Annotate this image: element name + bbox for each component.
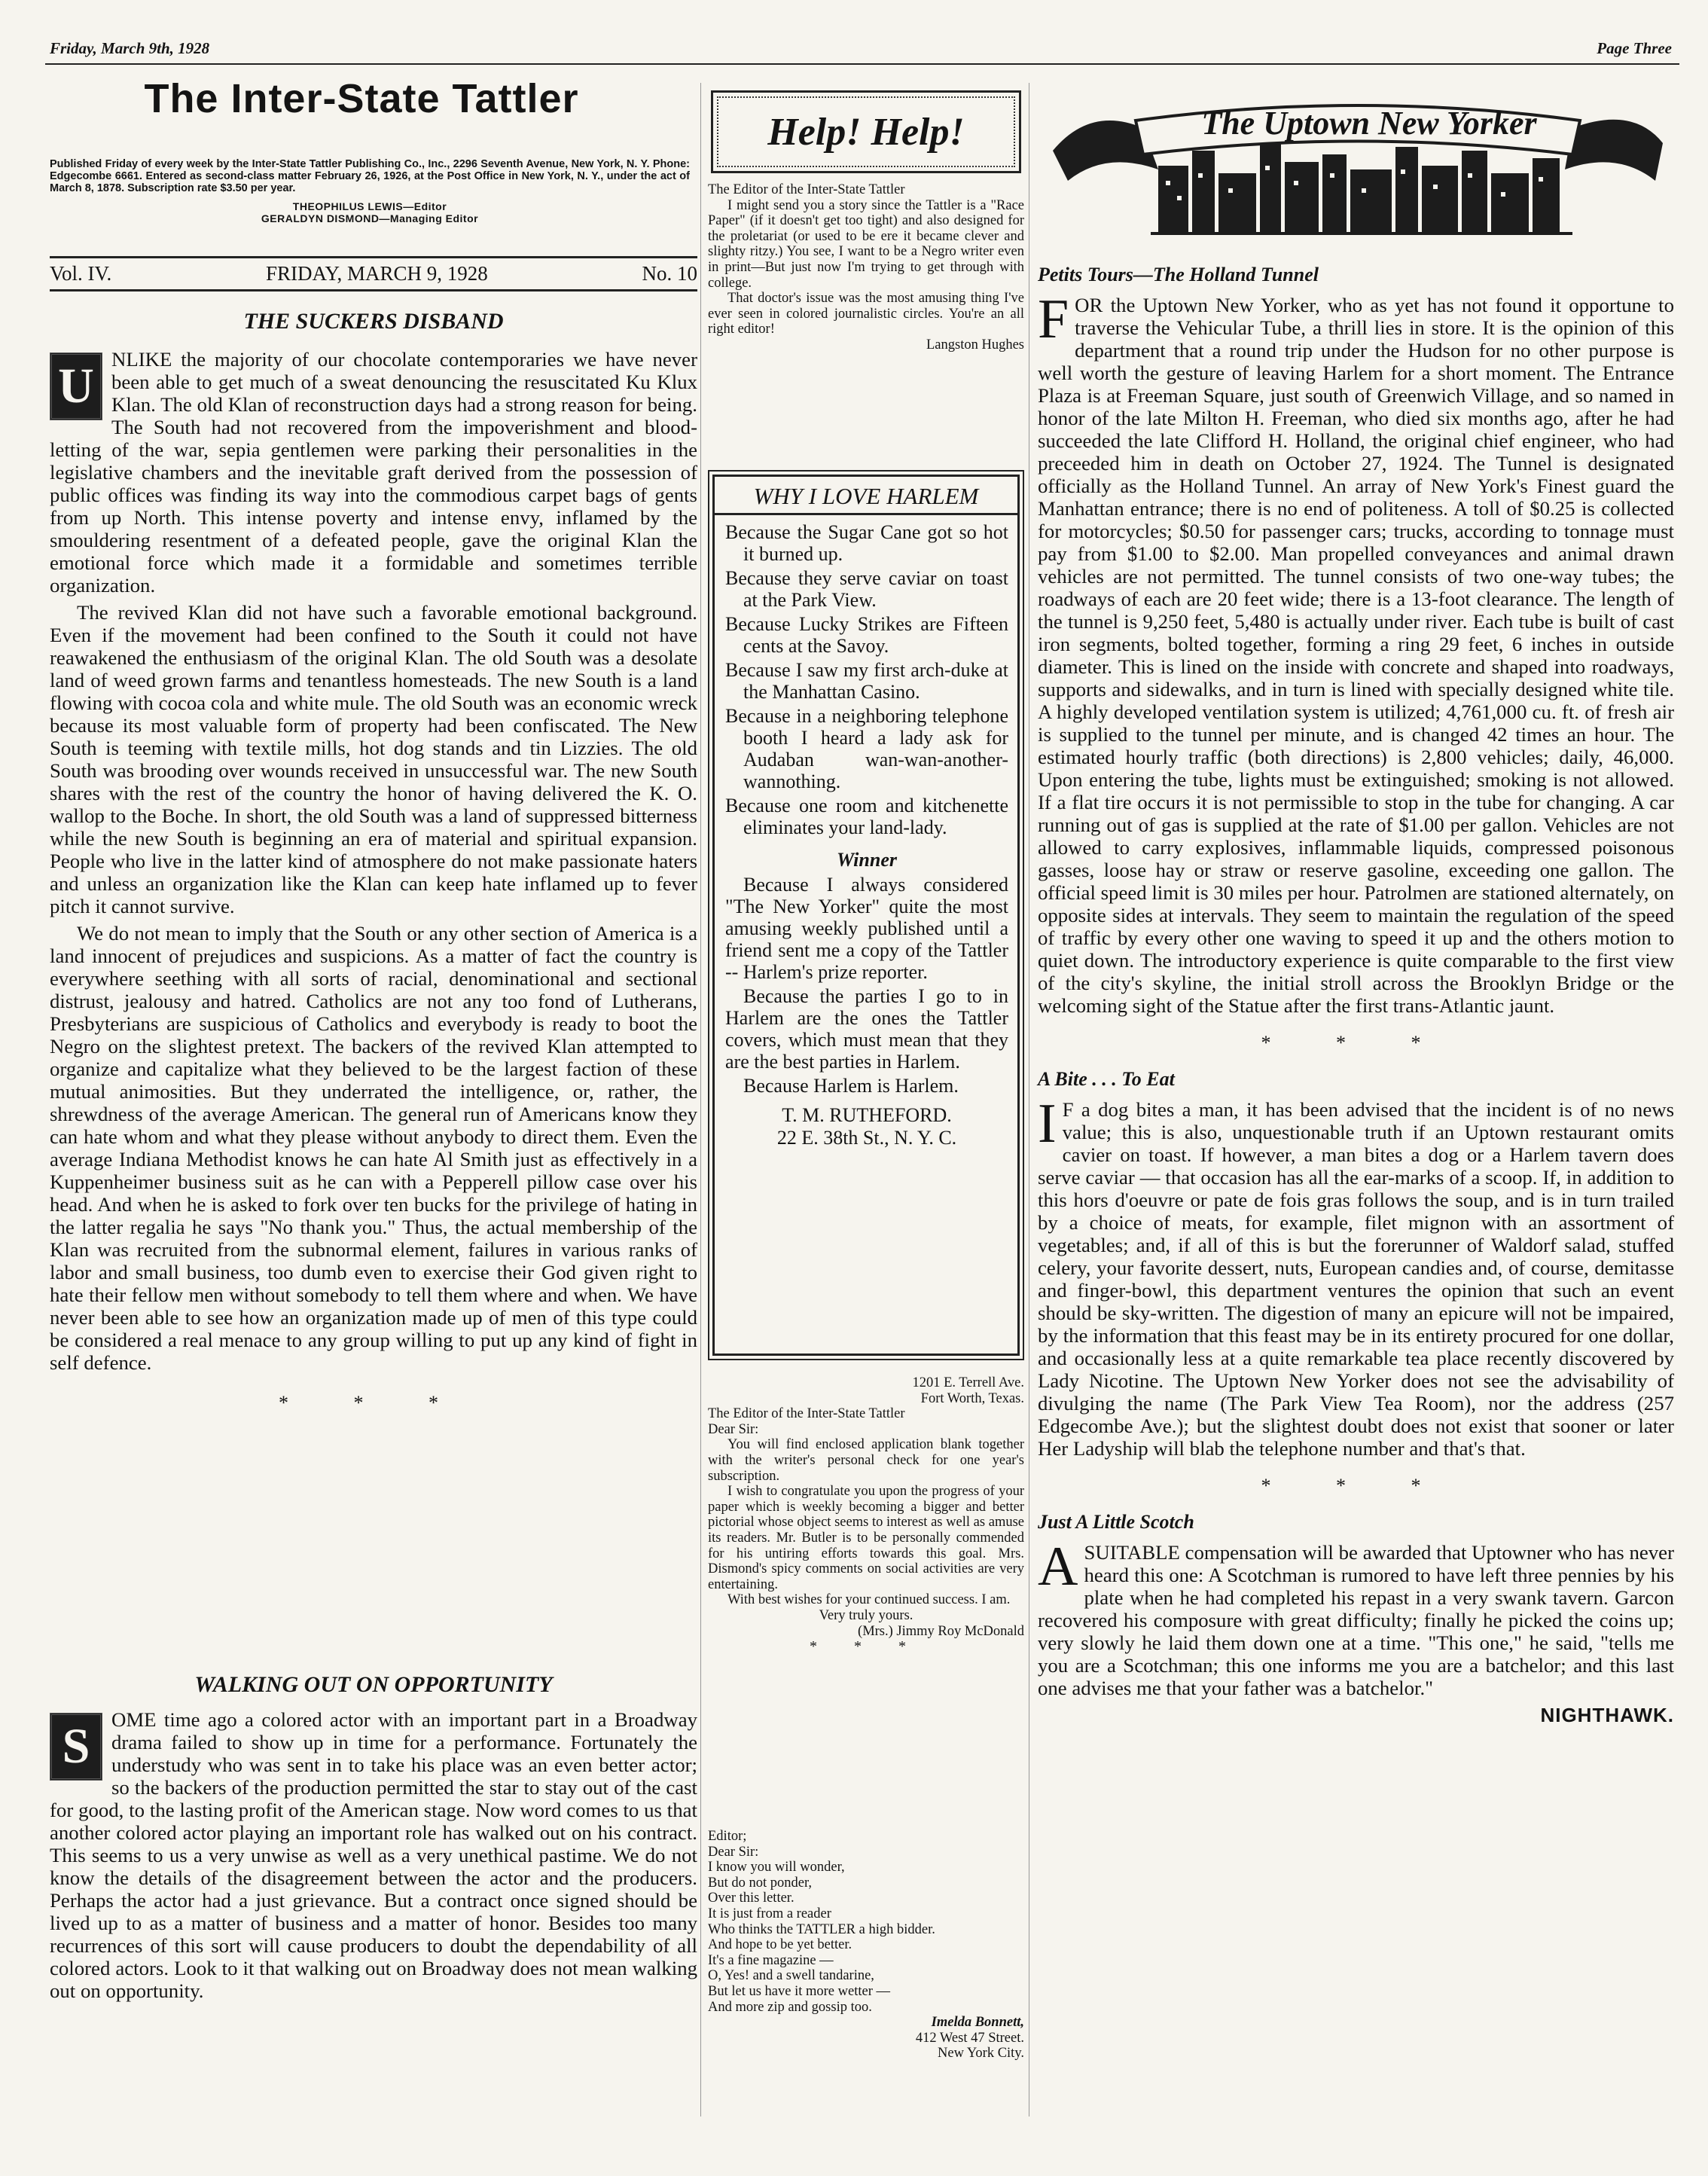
letter-paragraph: I wish to congratulate you upon the progress of your paper which is weekly becoming a bigger and better pictorial whose object seems to interest as well as amuse its readers. Mr. Butler is to be personally commended for his untiring efforts towards this goal. Mrs. Dismond's spicy comments on social activities are very entertaining. — [708, 1484, 1024, 1592]
volume-number: Vol. IV. — [50, 262, 112, 285]
tunnel-article — [1038, 288, 1674, 1017]
bite-article — [1038, 1093, 1674, 1460]
list-item: Because in a neighboring telephone booth I heard a lady ask for Audaban wan-wan-another- wannothing. — [725, 705, 1008, 792]
article-paragraph: SUITABLE compensation will be awarded that Uptowner who has never heard this one: A Scotchman is rumored to have left three pennies by his plate when he had completed his repast in a very swank tavern. Garcon recovered his composure with great difficulty; finally he picked the coins up; very slowly he laid them down one at a time. "This one," he said, "tells me you are a Scotchman; this one informs me you are a batchelor; and this last one advises me that your father was a batchelor." — [1038, 1541, 1674, 1699]
editorial-headline: THE SUCKERS DISBAND — [243, 309, 504, 334]
why-i-love-harlem-box — [712, 475, 1020, 1356]
section-heading-bite: A Bite . . . To Eat — [1038, 1068, 1175, 1090]
letter-signature: (Mrs.) Jimmy Roy McDonald — [858, 1623, 1024, 1639]
letter-salutation: Dear Sir: — [708, 1844, 759, 1860]
poem-line: I know you will wonder, — [708, 1860, 845, 1875]
issue-number: No. 10 — [642, 262, 697, 285]
issue-date: FRIDAY, MARCH 9, 1928 — [265, 262, 488, 285]
section-divider-stars: * * * — [810, 1638, 923, 1656]
letter-address: 1201 E. Terrell Ave. — [912, 1375, 1024, 1390]
list-item: Because I saw my first arch-duke at the Manhattan Casino. — [725, 659, 1008, 703]
letter-signature: Imelda Bonnett, — [931, 2015, 1024, 2031]
editorial-paragraph: OME time ago a colored actor with an important part in a Broadway drama failed to show up in time for a performance. Fortunately the understudy who was sent in to take his place was an even better actor; so the backers of the production permitted the star to stay out of the cast for good, to the lasting profit of the American stage. Now word comes to us that another colored actor playing an important role has walked out on his contract. This seems to us a very unwise as well as a very unethical pastime. We do not know the details of the disagreement between the actor and the producers. Perhaps the actor had a just grievance. But a contract once signed should be lived up to as a matter of business and a matter of honor. Besides too many recurrences of this sort will cause producers to doubt the dependability of all colored actors. Look to it that walking out on Broadway does not mean walking out on opportunity. — [50, 1708, 697, 2002]
uptown-new-yorker-banner — [1045, 98, 1670, 237]
reasons-list — [715, 515, 1017, 1149]
poem-line: And more zip and gossip too. — [708, 1999, 872, 2015]
dropcap-i: I — [1038, 1093, 1057, 1155]
poem-line: It is just from a reader — [708, 1906, 831, 1921]
letter-recipient: The Editor of the Inter-State Tattler — [708, 1406, 905, 1422]
help-help-box — [711, 90, 1021, 173]
dropcap-s: S — [50, 1713, 102, 1781]
poem-line: But let us have it more wetter — — [708, 1983, 890, 1999]
volume-line — [50, 262, 697, 285]
editorial-body — [50, 348, 697, 1374]
help-title: Help! Help! — [767, 110, 965, 154]
signature-name: T. M. RUTHEFORD. — [782, 1104, 952, 1126]
banner-title: The Uptown New Yorker — [1201, 105, 1537, 142]
editorial-paragraph: The revived Klan did not have such a favorable emotional background. Even if the movement had been confined to the South it could not have reawakened the enthusiasm of the original Klan. The old South was a desolate land of weed grown farms and tenantless homesteads. The new South is a land flowing with cocoa cola and white mule. The old South was an economic wreck because its most valuable form of property had been confiscated. The New South is teeming with textile mills, hot dog stands and tin Lizzies. The old South was brooding over wounds received in unsuccessful war. The new South shares with the rest of the country the honor of having delivered the K. O. wallop to the Boche. In short, the old South was a land of suppressed bitterness while the new South is beginning an era of material and spiritual expansion. People who live in the latter kind of atmosphere do not make passionate haters and unless an organization like the Klan can keep hate inflamed up to fever pitch it cannot survive. — [50, 601, 697, 917]
poem-line: It's a fine magazine — — [708, 1952, 834, 1968]
column-divider — [700, 83, 701, 2116]
publication-info — [50, 158, 690, 224]
section-heading-scotch: Just A Little Scotch — [1038, 1511, 1194, 1533]
list-item: Because Harlem is Harlem. — [743, 1075, 959, 1097]
article-paragraph: F a dog bites a man, it has been advised that the incident is of no news value; this is also, unquestionable truth if an Uptown restaurant omits cavier on toast. If however, a man bites a dog or a Harlem tavern does serve caviar — that occasion has all the ear-marks of a scoop. If, in addition to this hors d'oeuvre or pate de fois gras follows the soup, and is in turn trailed by a choice of meats, for example, filet mignon with an assortment of vegetables; and, if all of this is but the forerunner of Waldorf salad, stuffed celery, your favorite dessert, nuts, European candies and, of course, demitasse and finger-bowl, this department ventures the opinion that such an event should be sky-written. The digestion of many an epicure will not be impaired, by the information that this feast may be in its entirety procured for one dollar, and occasionally less at a quite remarkable tea place recently discovered by Lady Nicotine. The Uptown New Yorker does not see the advisability of divulging the name (The Park View Tea Room), nor the address (257 Edgecombe Ave.); but the slightest doubt does not exist that sooner or later Her Ladyship will blab the telephone number and that's that. — [1038, 1098, 1674, 1460]
editor-line: THEOPHILUS LEWIS—Editor — [292, 200, 447, 212]
letter-recipient: Editor; — [708, 1829, 747, 1844]
list-item: Because they serve caviar on toast at the Park View. — [725, 567, 1008, 611]
letter-fort-worth — [708, 1375, 1024, 1655]
top-rule — [45, 63, 1679, 65]
section-heading-tunnel: Petits Tours—The Holland Tunnel — [1038, 264, 1319, 285]
editorial-paragraph: We do not mean to imply that the South or any other section of America is a land innocent of prejudices and suspicions. As a matter of fact the country is everywhere seething with all sorts of racial, denominational and sectional distrust, jealousy and hatred. Catholics are not any too fond of Lutherans, Presbyterians are suspicious of Catholics and everybody is ready to boot the Negro on the slightest pretext. The backers of the revived Klan attempted to organize and capitalize what they believed to be the largest faction of these mutual animosities. But they underrated the intelligence, or, rather, the shrewdness of the average American. The general run of Americans know they can hate whom and what they please without anybody to direct them. Even the average Indiana Methodist knows he can hate Al Smith just as effectively in a Kuppenheimer business suit as he can with a Pepperell pillow case over his head. And when he is asked to fork over ten bucks for the privilege of hating in the latter regalia he says "No thank you." Thus, the actual membership of the Klan was recruited from the subnormal element, failures in various ranks of labor and small business, too dumb even to exercise their God given right to hate their fellow men without somebody to tell them where and when. We have never been able to see how an organization made up of men of this type could be considered a real menace to any group willing to put up any kind of fight in self defence. — [50, 922, 697, 1374]
editorial-suckers-disband — [50, 309, 697, 1415]
letter-signature: Langston Hughes — [926, 337, 1024, 352]
letter-address: 412 West 47 Street. — [915, 2030, 1024, 2046]
poem-line: O, Yes! and a swell tandarine, — [708, 1968, 874, 1984]
managing-editor-line: GERALDYN DISMOND—Managing Editor — [261, 212, 479, 224]
signoff: NIGHTHAWK. — [1540, 1704, 1674, 1726]
scotch-article — [1038, 1536, 1674, 1699]
section-divider-stars: * * * — [279, 1392, 468, 1414]
winner-label: Winner — [837, 849, 897, 871]
letter-salutation: The Editor of the Inter-State Tattler — [708, 182, 905, 197]
editorial-body — [50, 1708, 697, 2002]
poem-line: And hope to be yet better. — [708, 1937, 852, 1953]
section-divider-stars: * * * — [1261, 1032, 1451, 1054]
letter-salutation: Dear Sir: — [708, 1421, 759, 1437]
list-item: Because Lucky Strikes are Fifteen cents at the Savoy. — [725, 613, 1008, 657]
list-item: Because the parties I go to in Harlem are the ones the Tattler covers, which must mean that they are the best parties in Harlem. — [725, 985, 1008, 1073]
box-title: WHY I LOVE HARLEM — [715, 477, 1017, 515]
signature-address: 22 E. 38th St., N. Y. C. — [776, 1127, 957, 1149]
dropcap-a: A — [1038, 1536, 1078, 1598]
letter-paragraph: With best wishes for your continued success. I am. — [727, 1592, 1011, 1608]
letter-address: New York City. — [938, 2046, 1024, 2062]
dropcap-u: U — [50, 352, 102, 420]
letter-closing: Very truly yours. — [819, 1607, 913, 1623]
list-item: Because the Sugar Cane got so hot it burned up. — [725, 521, 1008, 565]
editorial-walking-out — [50, 1672, 697, 2002]
letter-paragraph: You will find enclosed application blank together with the writer's personal check for one year's subscription. — [708, 1437, 1024, 1484]
editorial-headline: WALKING OUT ON OPPORTUNITY — [194, 1672, 553, 1697]
running-head-page: Page Three — [1597, 39, 1672, 57]
article-paragraph: OR the Uptown New Yorker, who as yet has not found it opportune to traverse the Vehicular Tube, a thrill lies in store. It is the opinion of this department that a round trip under the Hudson for no other purpose is well worth the gesture of leaving Harlem for a short moment. The Entrance Plaza is at Freeman Square, just south of Greenwich Village, and so named in honor of the late Milton H. Freeman, who died six months ago, after he had succeeded the late Clifford H. Holland, the original chief engineer, who had preceeded him in death on October 27, 1924. The Tunnel is designated officially as the Holland Tunnel. An array of New York's Finest guard the Manhattan entrance; there is no end of politeness. A toll of $0.25 is collected for motorcycles; $0.50 for passenger cars; trucks, according to tonnage must pay from $1.00 to $2.00. Man propelled conveyances and animal drawn vehicles are not permitted. The tunnel consists of two one-way tubes; the roadways of each are 20 feet wide; there is a 13-foot clearance. The length of the tunnel is 9,250 feet, 5,480 is actually under river. Each tube is built of cast iron segments, bolted together, forming a ring 29 feet, 6 inches in outside diameter. This is lined on the inside with concrete and shaped into roadways, supports and sidewalks, and in turn is lined with specially designed white tile. A highly developed ventilation system is utilized; 4,761,000 cu. ft. of fresh air is supplied to the tunnel per minute, and is changed 42 times an hour. The estimated hourly traffic (both directions) is 2,800 vehicles; daily, 46,000. Upon entering the tube, lights must be extinguished; smoking is not allowed. If a flat tire occurs it is not permissible to stop in the tube for changing. A car running out of gas is supplied at the rate of $1.00 per gallon. Vehicles are not allowed to carry explosives, inflammable liquids, compressed poisonous gasses, loose hay or straw or reserve gasoline, exceeding one gallon. The official speed limit is 30 miles per hour. Patrolmen are stationed alternately, on opposite sides at intervals. They seem to maintain the regulation of the speed of traffic by every other one waving to speed it up and the others motion to quiet down. The introductory experience is quite comparable to the first view of the city's skyline, the initial stroll across the Brooklyn Bridge or the welcoming sight of the Statue after the first trans-Atlantic jaunt. — [1038, 294, 1674, 1017]
poem-line: But do not ponder, — [708, 1875, 813, 1891]
letter-paragraph: That doctor's issue was the most amusing thing I've ever seen in colored journalistic circles. You're an all right editor! — [708, 291, 1024, 337]
masthead-rule — [50, 256, 697, 258]
help-letter — [708, 182, 1024, 353]
volume-rule — [50, 289, 697, 291]
editorial-paragraph: NLIKE the majority of our chocolate contemporaries we have never been able to get much of a sweat denouncing the resuscitated Ku Klux Klan. The old Klan of reconstruction days had a strong reason for being. The South had not recovered from the impoverishment and blood-letting of the war, sepia gentlemen were parking their personalities in the legislative chambers and the inevitable graft derived from the possession of public offices was finding its way into the commodious carpet bags of gents from up North. This intense poverty and intense envy, inflamed by the smouldering resentment of a defeated people, gave the original Klan the emotional force which made it a formidable and sometimes terrible organization. — [50, 348, 697, 597]
section-divider-stars: * * * — [1261, 1475, 1451, 1497]
letter-address: Fort Worth, Texas. — [920, 1390, 1024, 1406]
list-item: Because I always considered "The New Yorker" quite the most amusing weekly published until a friend sent me a copy of the Tattler -- Harlem's prize reporter. — [725, 874, 1008, 983]
letter-poem — [708, 1829, 1024, 2062]
uptown-column — [1038, 264, 1674, 1727]
poem-line: Who thinks the TATTLER a high bidder. — [708, 1921, 935, 1937]
list-item: Because one room and kitchenette eliminates your land-lady. — [725, 795, 1008, 838]
poem-line: Over this letter. — [708, 1891, 795, 1906]
publication-statement: Published Friday of every week by the Inter-State Tattler Publishing Co., Inc., 2296 Seventh Avenue, New York, N. Y. Phone: Edgecombe 6661. Entered as second-class matter February 26, 1926, at the Post Office in New York, N. Y., under the act of March 8, 1878. Subscription rate $3.50 per year. — [50, 158, 690, 194]
running-head-date: Friday, March 9th, 1928 — [50, 39, 210, 57]
masthead-title: The Inter-State Tattler — [144, 76, 579, 121]
dropcap-f: F — [1038, 288, 1069, 350]
letter-paragraph: I might send you a story since the Tattler is a "Race Paper" (if it doesn't get too tight) and also designed for the proletariat (or used to be ere it became clever and slighty ritzy.) You see, I want to be a Negro writer even in print—But just now I'm trying to get through with college. — [708, 197, 1024, 291]
